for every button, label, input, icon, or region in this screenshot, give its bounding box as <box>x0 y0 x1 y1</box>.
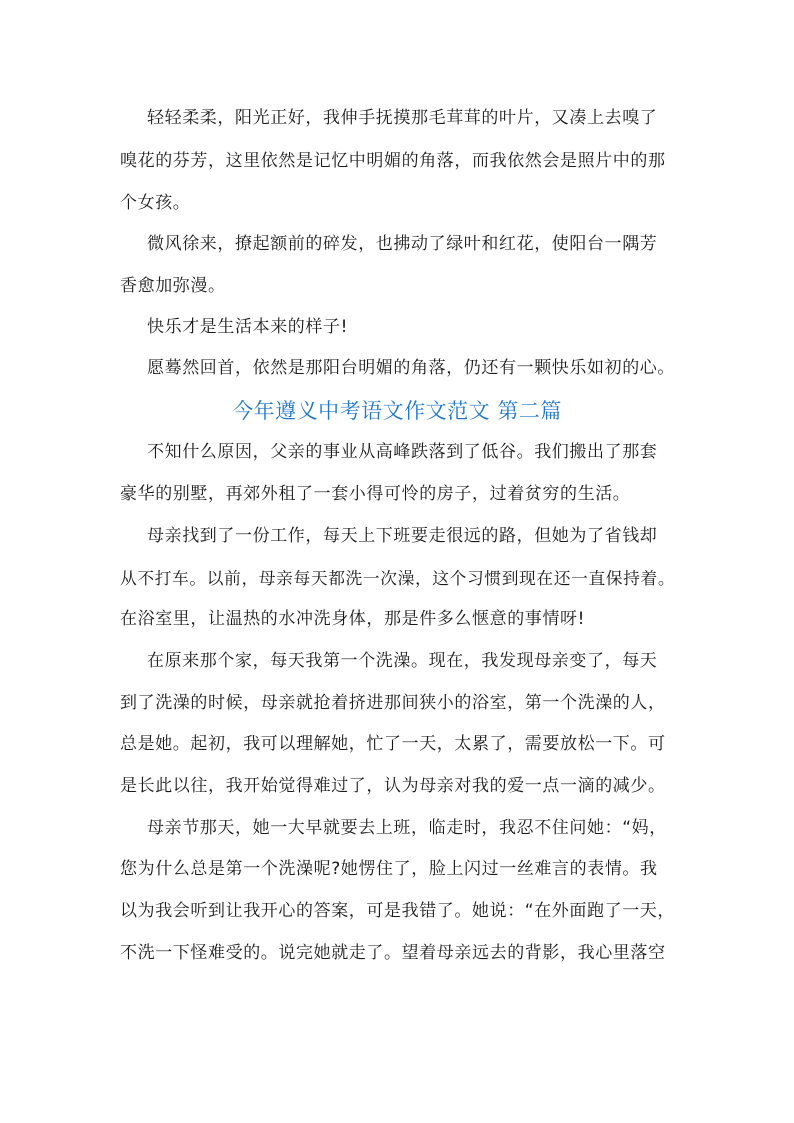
paragraph-1-line-2: 嗅花的芬芳，这里依然是记忆中明媚的角落，而我依然会是照片中的那 <box>120 151 666 171</box>
paragraph-8-line-1: 母亲节那天，她一大早就要去上班，临走时，我忍不住问她：“妈， <box>147 818 667 838</box>
paragraph-7-line-2: 到了洗澡的时候，母亲就抢着挤进那间狭小的浴室，第一个洗澡的人， <box>120 693 666 713</box>
paragraph-7-line-3: 总是她。起初，我可以理解她，忙了一天，太累了，需要放松一下。可 <box>120 734 666 754</box>
paragraph-4-line-1: 愿蓦然回首，依然是那阳台明媚的角落，仍还有一颗快乐如初的心。 <box>147 358 675 378</box>
paragraph-2-line-2: 香愈加弥漫。 <box>120 276 226 296</box>
paragraph-8-line-4: 不洗一下怪难受的。说完她就走了。望着母亲远去的背影，我心里落空 <box>120 943 666 963</box>
paragraph-6-line-1: 母亲找到了一份工作，每天上下班要走很远的路，但她为了省钱却 <box>147 526 658 546</box>
paragraph-5-line-1: 不知什么原因，父亲的事业从高峰跌落到了低谷。我们搬出了那套 <box>147 442 658 462</box>
paragraph-8-line-3: 以为我会听到让我开心的答案，可是我错了。她说：“在外面跑了一天， <box>120 901 676 921</box>
paragraph-8-line-2: 您为什么总是第一个洗澡呢?她愣住了，脸上闪过一丝难言的表情。我 <box>120 859 658 879</box>
paragraph-3-line-1: 快乐才是生活本来的样子! <box>147 317 349 337</box>
paragraph-2-line-1: 微风徐来，撩起额前的碎发，也拂动了绿叶和红花，使阳台一隅芳 <box>147 234 658 254</box>
section-title: 今年遵义中考语文作文范文 第二篇 <box>232 399 562 423</box>
paragraph-6-line-2: 从不打车。以前，母亲每天都洗一次澡，这个习惯到现在还一直保持着。 <box>120 568 676 588</box>
paragraph-1-line-3: 个女孩。 <box>120 193 191 213</box>
paragraph-6-line-3: 在浴室里，让温热的水冲洗身体，那是件多么惬意的事情呀! <box>120 609 586 629</box>
paragraph-1-line-1: 轻轻柔柔，阳光正好，我伸手抚摸那毛茸茸的叶片，又凑上去嗅了 <box>147 108 658 128</box>
paragraph-7-line-4: 是长此以往，我开始觉得难过了，认为母亲对我的爱一点一滴的减少。 <box>120 776 666 796</box>
paragraph-7-line-1: 在原来那个家，每天我第一个洗澡。现在，我发现母亲变了，每天 <box>147 651 658 671</box>
paragraph-5-line-2: 豪华的别墅，再郊外租了一套小得可怜的房子，过着贫穷的生活。 <box>120 484 631 504</box>
